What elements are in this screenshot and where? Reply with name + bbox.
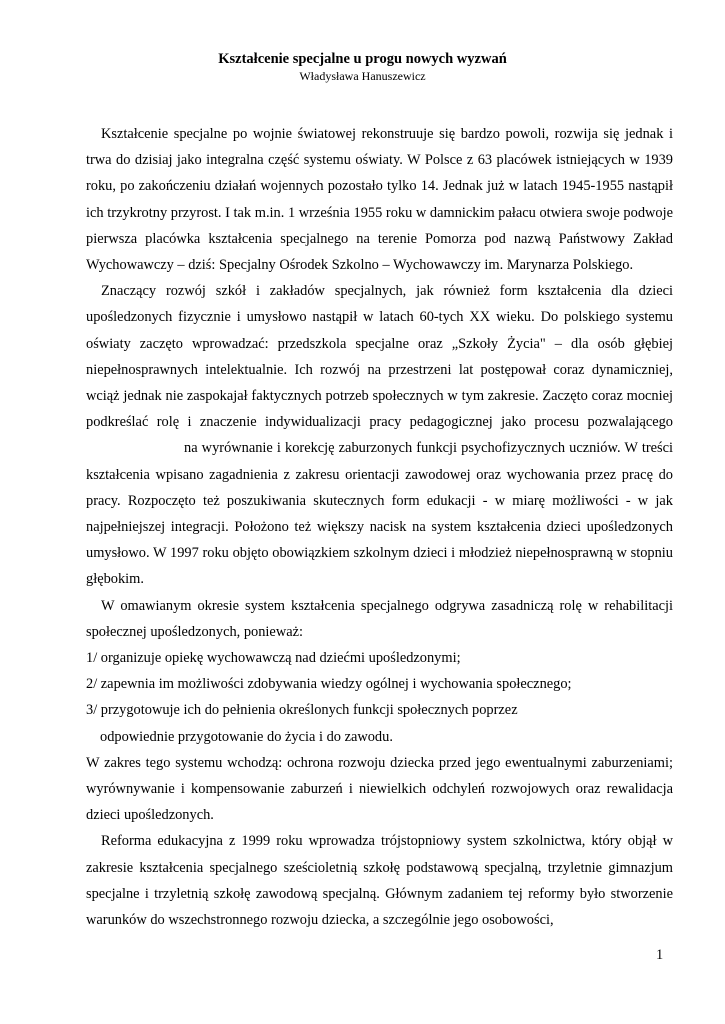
paragraph-1: Kształcenie specjalne po wojnie światowej rekonstruuje się bardzo powoli, rozwija się jednak i trwa do dzisiaj jako integralna część systemu oświaty. W Polsce z 63 placówek istniejących w 1939 roku, po zakończeniu działań wojennych pozostało tylko 14. Jednak już w latach 1945-1955 nastąpił ich trzykrotny przyrost. I tak m.in. 1 września 1955 roku w damnickim pałacu otwiera swoje podwoje pierwsza placówka kształcenia specjalnego na terenie Pomorza pod nazwą Państwowy Zakład Wychowawczy – dziś: Specjalny Ośrodek Szkolno – Wychowawczy im. Marynarza Polskiego. [86, 126, 673, 274]
document-body [86, 121, 673, 933]
paragraph-2-part-a: Znaczący rozwój szkół i zakładów specjalnych, jak również form kształcenia dla dzieci upośledzonych fizycznie i umysłowo nastąpił w latach 60-tych XX wieku. Do polskiego systemu oświaty zaczęto wprowadzać: przedszkola specjalne oraz „Szkoły Życia" – dla osób głębiej niepełnosprawnych intelektualnie. Ich rozwój na przestrzeni lat postępował coraz dynamiczniej, wciąż jednak nie zaspokajał faktycznych potrzeb społecznych w tym zakresie. Zaczęto coraz mocniej podkreślać rolę i znaczenie indywidualizacji pracy pedagogicznej jako procesu pozwalającego [86, 283, 673, 431]
document-title: Kształcenie specjalne u progu nowych wyzwań [218, 51, 507, 67]
page-number: 1 [656, 947, 664, 963]
paragraph-2-part-b: na wyrównanie i korekcję zaburzonych funkcji psychofizycznych uczniów. W treści kształcenia wpisano zagadnienia z zakresu orientacji zawodowej oraz wychowania przez pracę do pracy. Rozpoczęto też poszukiwania skutecznych form edukacji - w miarę możliwości - w jak najpełniejszej integracji. Położono też większy nacisk na system kształcenia dzieci upośledzonych umysłowo. W 1997 roku objęto obowiązkiem szkolnym dzieci i młodzież niepełnosprawną w stopniu głębokim. [86, 440, 673, 588]
paragraph-4: W zakres tego systemu wchodzą: ochrona rozwoju dziecka przed jego ewentualnymi zaburzeniami; wyrównywanie i kompensowanie zaburzeń i niewielkich odchyleń rozwojowych oraz rewalidacja dzieci upośledzonych. [86, 754, 673, 824]
list-item-2: 2/ zapewnia im możliwości zdobywania wiedzy ogólnej i wychowania społecznego; [86, 676, 572, 693]
list-item-3-continuation: odpowiednie przygotowanie do życia i do zawodu. [100, 728, 393, 745]
paragraph-2 [86, 278, 673, 592]
list-item-3: 3/ przygotowuje ich do pełnienia określonych funkcji społecznych poprzez [86, 702, 518, 719]
list-item-1: 1/ organizuje opiekę wychowawczą nad dziećmi upośledzonymi; [86, 650, 461, 667]
document-author: Władysława Hanuszewicz [299, 69, 426, 83]
paragraph-5: Reforma edukacyjna z 1999 roku wprowadza trójstopniowy system szkolnictwa, który objął w zakresie kształcenia specjalnego sześcioletnią szkołę podstawową specjalną, trzyletnie gimnazjum specjalne i trzyletnią szkołę zawodową specjalną. Głównym zadaniem tej reformy było stworzenie warunków do wszechstronnego rozwoju dziecka, a szczególnie jego osobowości, [86, 833, 673, 929]
paragraph-3: W omawianym okresie system kształcenia specjalnego odgrywa zasadniczą rolę w rehabilitacji społecznej upośledzonych, ponieważ: [86, 597, 673, 640]
